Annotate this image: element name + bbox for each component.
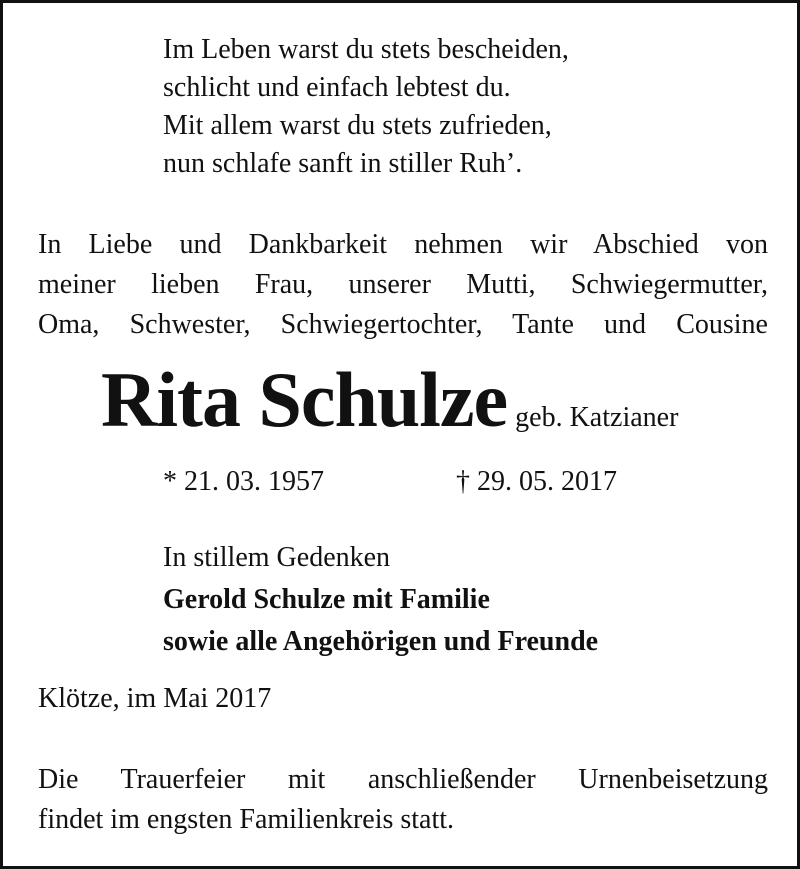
poem-line: nun schlafe sanft in stiller Ruh’. bbox=[163, 148, 523, 179]
farewell-text bbox=[38, 225, 768, 345]
farewell-line: In Liebe und Dankbarkeit nehmen wir Abschied von bbox=[38, 229, 768, 260]
place-and-date: Klötze, im Mai 2017 bbox=[38, 683, 272, 714]
mourners-intro: In stillem Gedenken bbox=[163, 542, 391, 573]
mourner-line: sowie alle Angehörigen und Freunde bbox=[163, 626, 599, 657]
poem-line: Im Leben warst du stets bescheiden, bbox=[163, 34, 569, 65]
poem-line: schlicht und einfach lebtest du. bbox=[163, 72, 511, 103]
death-date: † 29. 05. 2017 bbox=[456, 466, 617, 497]
poem-line: Mit allem warst du stets zufrieden, bbox=[163, 110, 552, 141]
funeral-line: findet im engsten Familienkreis statt. bbox=[38, 804, 455, 835]
deceased-name: Rita Schulze bbox=[101, 356, 508, 443]
memorial-poem bbox=[163, 31, 569, 183]
mourner-line: Gerold Schulze mit Familie bbox=[163, 584, 490, 615]
maiden-name: geb. Katzianer bbox=[515, 402, 679, 433]
deceased-name-line bbox=[101, 355, 678, 445]
birth-date: * 21. 03. 1957 bbox=[163, 466, 324, 497]
funeral-line: Die Trauerfeier mit anschließender Urnenbeisetzung bbox=[38, 764, 768, 795]
funeral-info bbox=[38, 760, 768, 840]
mourners-block bbox=[163, 537, 598, 663]
farewell-line: meiner lieben Frau, unserer Mutti, Schwiegermutter, bbox=[38, 269, 768, 300]
farewell-line: Oma, Schwester, Schwiegertochter, Tante und Cousine bbox=[38, 309, 768, 340]
